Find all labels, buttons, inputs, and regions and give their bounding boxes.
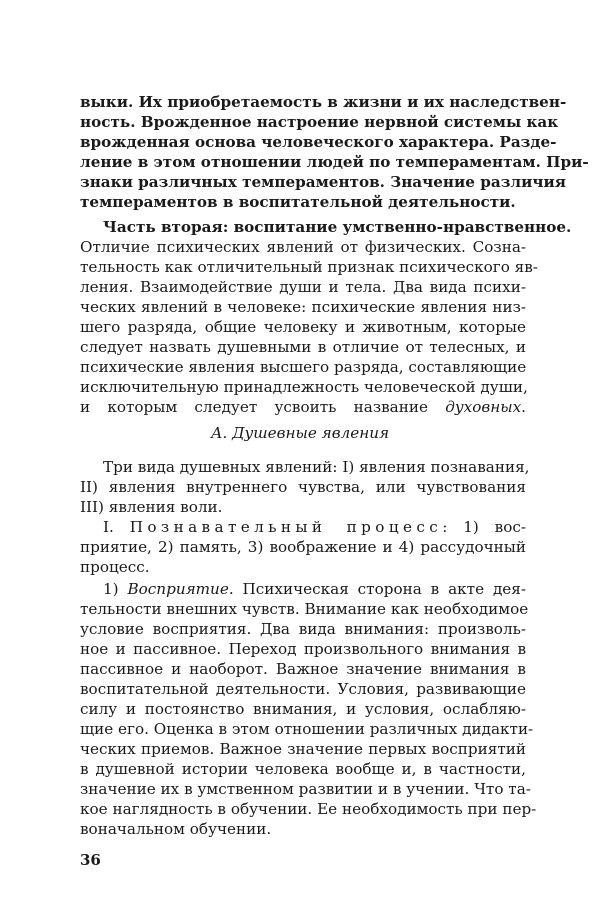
text-run: . Психическая сторона в акте дея-: [228, 580, 527, 598]
text-line: ление в этом отношении людей по темпераментам. При-: [80, 153, 589, 171]
part-two-title: Часть вторая: воспитание умственно-нравственное.: [103, 218, 572, 236]
text-line: [80, 398, 526, 417]
italic-term: духовных: [445, 398, 522, 416]
text-line: врожденная основа человеческого характера. Разде-: [80, 133, 557, 151]
text-line: психические явления высшего разряда, составляющие: [80, 358, 527, 376]
text-line: ность. Врожденное настроение нервной системы как: [80, 113, 559, 131]
text-line: II) явления внутреннего чувства, или чувствования: [80, 478, 526, 496]
text-line: [103, 518, 526, 537]
text-line: приятие, 2) память, 3) воображение и 4) рассудочный: [80, 538, 526, 556]
text-line: условие восприятия. Два вида внимания: произволь-: [80, 620, 526, 638]
text-line: пассивное и наоборот. Важное значение внимания в: [80, 660, 526, 678]
text-run: 1): [103, 580, 128, 598]
text-line: выки. Их приобретаемость в жизни и их наследствен-: [80, 93, 567, 111]
text-line: Отличие психических явлений от физических. Созна-: [80, 238, 526, 256]
text-run: .: [521, 398, 526, 416]
section-heading: А. Душевные явления: [210, 424, 390, 442]
text-line: ческих приемов. Важное значение первых восприятий: [80, 740, 526, 758]
text-line: [103, 580, 526, 599]
text-line: тельность как отличительный признак психического яв-: [80, 258, 538, 276]
text-line: воначальном обучении.: [80, 820, 272, 838]
text-line: исключительную принадлежность человеческой души,: [80, 378, 528, 396]
text-line: III) явления воли.: [80, 498, 223, 516]
text-line: тельности внешних чувств. Внимание как необходимое: [80, 600, 529, 618]
page-number: 36: [80, 851, 101, 869]
text-line: воспитательной деятельности. Условия, развивающие: [80, 680, 526, 698]
text-line: знаки различных темпераментов. Значение различия: [80, 173, 566, 191]
text-run: : 1) вос-: [442, 518, 526, 536]
text-line: шего разряда, общие человеку и животным, которые: [80, 318, 526, 336]
text-line: процесс.: [80, 558, 150, 576]
text-line: темпераментов в воспитательной деятельности.: [80, 193, 516, 211]
spaced-term: Познавательный процесс: [129, 518, 443, 536]
text-line: Три вида душевных явлений: I) явления познавания,: [103, 458, 530, 476]
text-run: и которым следует усвоить название: [80, 398, 446, 416]
text-line: ления. Взаимодействие души и тела. Два вида психи-: [80, 278, 526, 296]
text-line: ческих явлений в человеке: психические явления низ-: [80, 298, 526, 316]
text-run: I.: [103, 518, 130, 536]
text-line: силу и постоянство внимания, и условия, ослабляю-: [80, 700, 526, 718]
text-line: кое наглядность в обучении. Ее необходимость при пер-: [80, 800, 537, 818]
text-line: щие его. Оценка в этом отношении различных дидакти-: [80, 720, 534, 738]
italic-term: Восприятие: [127, 580, 229, 598]
text-line: в душевной истории человека вообще и, в частности,: [80, 760, 526, 778]
text-line: следует назвать душевными в отличие от телесных, и: [80, 338, 526, 356]
text-line: ное и пассивное. Переход произвольного внимания в: [80, 640, 526, 658]
text-line: значение их в умственном развитии и в учении. Что та-: [80, 780, 531, 798]
